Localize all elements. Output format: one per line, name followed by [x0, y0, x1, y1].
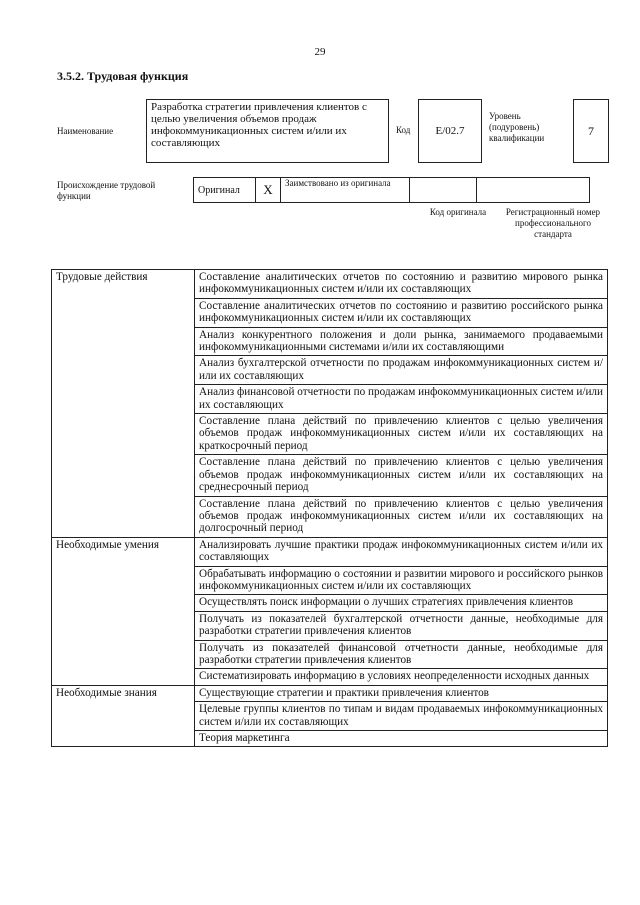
table-item: Составление плана действий по привлечению клиентов с целью увеличения объемов продаж инфокоммуникационных систем и/или их составляющих на долгосрочный период	[195, 496, 608, 537]
table-row	[52, 537, 608, 566]
code-original-cell	[410, 178, 477, 203]
table-row	[52, 685, 608, 701]
original-mark: X	[256, 178, 281, 203]
table-item: Составление плана действий по привлечению клиентов с целью увеличения объемов продаж инфокоммуникационных систем и/или их составляющих на среднесрочный период	[195, 455, 608, 496]
labor-function-table-body	[52, 270, 608, 747]
code-box	[418, 99, 482, 163]
reg-number-cell	[477, 178, 590, 203]
original-label: Оригинал	[194, 178, 256, 203]
section-title: 3.5.2. Трудовая функция	[57, 69, 189, 83]
table-item: Анализ бухгалтерской отчетности по продажам инфокоммуникационных систем и/или их составляющих	[195, 356, 608, 385]
table-item: Анализ конкурентного положения и доли рынка, занимаемого продаваемыми инфокоммуникационными системами и/или их составляющими	[195, 327, 608, 356]
code-original-label: Код оригинала	[429, 207, 487, 217]
required-skills-label: Необходимые умения	[52, 537, 195, 685]
table-item: Составление плана действий по привлечению клиентов с целью увеличения объемов продаж инфокоммуникационных систем и/или их составляющих на краткосрочный период	[195, 414, 608, 455]
table-item: Теория маркетинга	[195, 731, 608, 747]
qualification-level-value: 7	[588, 123, 594, 138]
table-item: Систематизировать информацию в условиях неопределенности исходных данных	[195, 669, 608, 685]
labor-actions-label: Трудовые действия	[52, 270, 195, 538]
code-label: Код	[396, 125, 411, 135]
table-item: Получать из показателей финансовой отчетности данные, необходимые для разработки стратегии привлечения клиентов	[195, 640, 608, 669]
qualification-level-box	[573, 99, 609, 163]
name-label: Наименование	[57, 126, 114, 136]
function-name-value: Разработка стратегии привлечения клиентов с целью увеличения объемов продаж инфокоммуникационных систем и/или их составляющих	[151, 101, 367, 149]
table-item: Целевые группы клиентов по типам и видам продаваемых инфокоммуникационных систем и/или их составляющих	[195, 702, 608, 731]
table-item: Составление аналитических отчетов по состоянию и развитию российского рынка инфокоммуникационных систем и/или их составляющих	[195, 298, 608, 327]
table-item: Анализ финансовой отчетности по продажам инфокоммуникационных систем и/или их составляющих	[195, 385, 608, 414]
origin-label: Происхождение трудовой функции	[57, 180, 156, 201]
table-item: Анализировать лучшие практики продаж инфокоммуникационных систем и/или их составляющих	[195, 537, 608, 566]
labor-function-table	[51, 269, 608, 747]
required-knowledge-label: Необходимые знания	[52, 685, 195, 747]
table-item: Получать из показателей бухгалтерской отчетности данные, необходимые для разработки стратегии привлечения клиентов	[195, 611, 608, 640]
table-item: Осуществлять поиск информации о лучших стратегиях привлечения клиентов	[195, 595, 608, 611]
code-value: E/02.7	[435, 125, 465, 137]
function-name-box	[146, 99, 389, 163]
table-item: Обрабатывать информацию о состоянии и развитии мирового и российского рынков инфокоммуникационных систем и/или их составляющих	[195, 566, 608, 595]
table-item: Составление аналитических отчетов по состоянию и развитию мирового рынка инфокоммуникационных систем и/или их составляющих	[195, 270, 608, 299]
origin-table	[193, 177, 590, 203]
page-number: 29	[314, 46, 326, 58]
table-item: Существующие стратегии и практики привлечения клиентов	[195, 685, 608, 701]
table-row	[52, 270, 608, 299]
qualification-level-label: Уровень (подуровень) квалификации	[489, 111, 545, 143]
reg-number-label: Регистрационный номер профессионального стандарта	[505, 207, 601, 239]
borrowed-label: Заимствовано из оригинала	[281, 178, 410, 203]
